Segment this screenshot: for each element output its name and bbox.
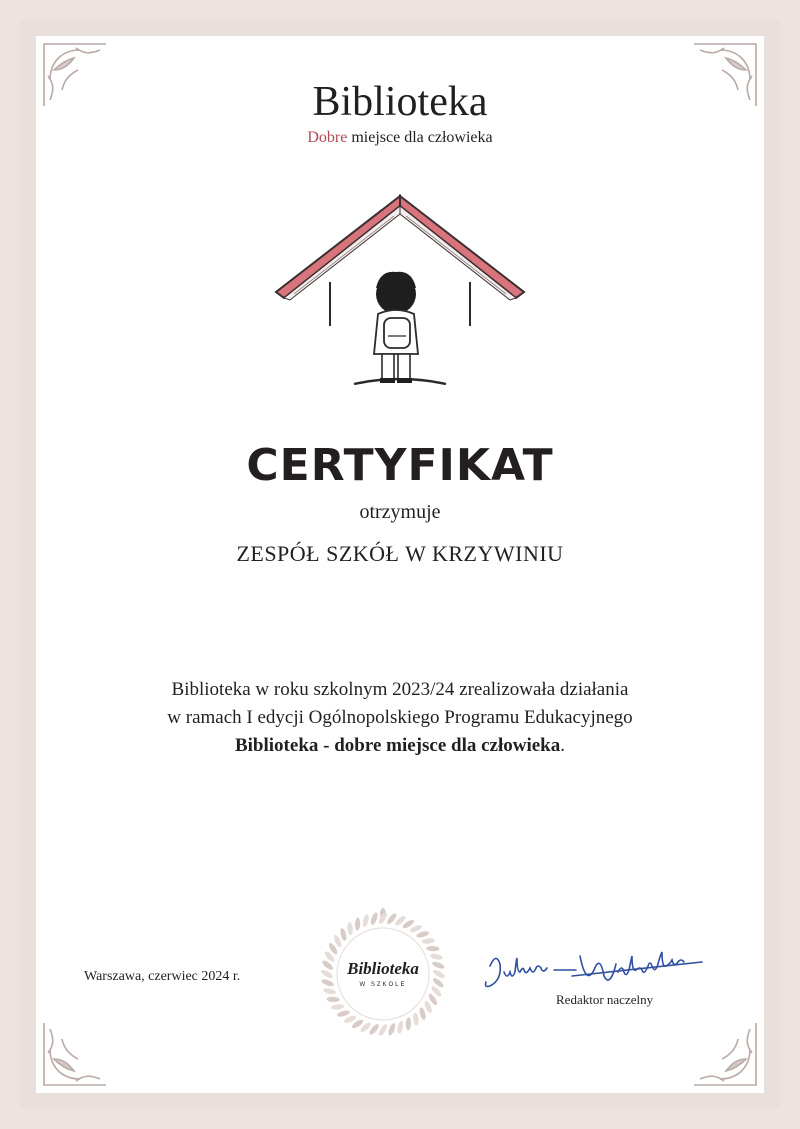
body-line-1: Biblioteka w roku szkolnym 2023/24 zrealizowała działania (171, 679, 629, 700)
laurel-leaf (369, 912, 379, 926)
laurel-leaf (418, 1007, 426, 1021)
brand-subtitle (0, 128, 800, 148)
laurel-leaf (355, 917, 361, 930)
laurel-seal-icon (318, 906, 448, 1042)
laurel-leaf (426, 946, 439, 952)
laurel-leaf (429, 953, 443, 961)
laurel-leaf (396, 1020, 404, 1034)
corner-ornament-icon (40, 1019, 110, 1089)
brand-subtitle-rest: miejsce dla człowieka (351, 129, 493, 146)
signatory-role: Redaktor naczelny (556, 992, 654, 1007)
laurel-leaf (347, 922, 354, 935)
body-line-3 (0, 732, 800, 760)
laurel-leaf (339, 927, 347, 941)
recipient-name: ZESPÓŁ SZKÓŁ W KRZYWINIU (236, 541, 564, 566)
body-line-3-end: . (560, 735, 565, 756)
laurel-leaf (431, 960, 445, 970)
laurel-leaf (362, 914, 370, 928)
laurel-leaf (320, 968, 334, 979)
certificate-body (0, 676, 800, 760)
corner-ornament-icon (690, 1019, 760, 1089)
brand-title: Biblioteka (312, 79, 488, 125)
laurel-leaf (377, 1023, 388, 1037)
receives-label: otrzymuje (359, 501, 441, 523)
laurel-leaf (326, 996, 339, 1002)
laurel-leaf (416, 930, 430, 938)
laurel-leaf (323, 987, 337, 995)
laurel-leaf (413, 1013, 420, 1026)
program-name: Biblioteka - dobre miejsce dla człowieka (234, 735, 561, 756)
laurel-leaf (331, 1004, 344, 1011)
seal-title: Biblioteka (347, 959, 419, 978)
laurel-leaf (387, 1022, 397, 1036)
certificate-title: CERTYFIKAT (246, 440, 554, 491)
seal-subtitle: W SZKOLE (359, 982, 407, 988)
laurel-leaf (336, 1009, 350, 1017)
book-roof-house-icon (270, 190, 530, 390)
body-line-2: w ramach I edycji Ogólnopolskiego Programu Edukacyjnego (167, 707, 633, 728)
laurel-leaf (432, 968, 446, 979)
laurel-leaf (321, 978, 335, 988)
signature (476, 946, 726, 994)
brand-subtitle-accent: Dobre (307, 129, 348, 146)
laurel-leaf (422, 938, 435, 945)
laurel-leaf (405, 1017, 411, 1030)
place-date: Warszawa, czerwiec 2024 r. (84, 969, 241, 984)
